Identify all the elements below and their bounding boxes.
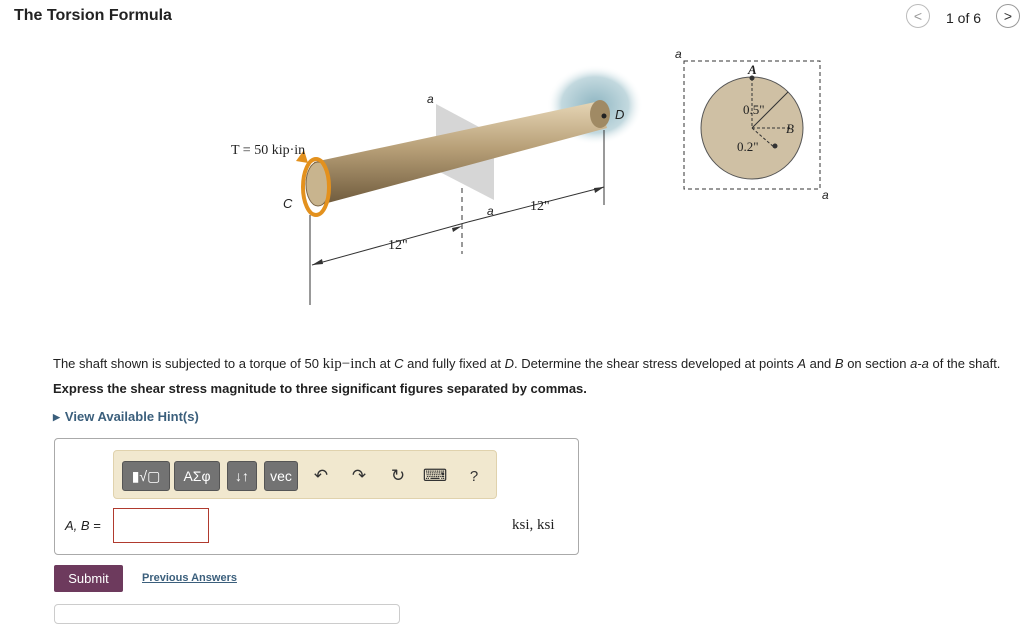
redo-icon[interactable]: ↷ (351, 466, 367, 485)
problem-statement: The shaft shown is subjected to a torque of 50 kip−inch at C and fully fixed at D. Determine the shear stress developed at points A and B on section a-a of the shaft. (53, 356, 1001, 372)
label-a-bottom: a (487, 204, 494, 218)
next-page-button[interactable] (996, 4, 1020, 28)
feedback-box (54, 604, 400, 624)
label-d: D (615, 107, 625, 122)
page-title: The Torsion Formula (14, 7, 172, 24)
answer-units: ksi, ksi (512, 517, 555, 533)
dimension-05: 0.5" (743, 102, 765, 117)
dimension-left: 12" (388, 238, 408, 253)
answer-label: A, B = (65, 518, 101, 533)
label-a-box-top: a (675, 47, 682, 61)
view-hints-link[interactable]: ▶ View Available Hint(s) (53, 409, 199, 424)
answer-instruction: Express the shear stress magnitude to three significant figures separated by commas. (53, 381, 587, 396)
reset-icon[interactable]: ↻ (390, 466, 406, 485)
shaft (314, 101, 607, 205)
dimension-02: 0.2" (737, 139, 759, 154)
vector-button[interactable]: vec (264, 461, 298, 491)
point-a: A (748, 62, 757, 77)
label-c: C (283, 196, 293, 211)
page-indicator: 1 of 6 (946, 10, 982, 26)
previous-page-button[interactable] (906, 4, 930, 28)
dimension-right: 12" (530, 199, 550, 214)
torque-label: T = 50 kip·in (231, 143, 306, 158)
label-a-box-bottom: a (822, 188, 829, 202)
greek-letters-button[interactable]: ΑΣφ (174, 461, 220, 491)
shaft-figure (0, 40, 1024, 340)
submit-button[interactable]: Submit (54, 565, 123, 592)
previous-answers-link[interactable]: Previous Answers (142, 572, 237, 584)
chevron-right-icon: > (1003, 8, 1013, 24)
keyboard-icon[interactable]: ⌨ (422, 466, 448, 485)
answer-panel (54, 438, 579, 555)
templates-button[interactable]: ▮√▢ (122, 461, 170, 491)
undo-icon[interactable]: ↶ (313, 466, 329, 485)
answer-input[interactable] (113, 508, 209, 543)
point-b: B (786, 121, 794, 136)
caret-right-icon: ▶ (53, 412, 60, 422)
subscript-superscript-button[interactable]: ↓↑ (227, 461, 257, 491)
label-a-top: a (427, 92, 434, 106)
chevron-left-icon: < (913, 8, 923, 24)
math-toolbar (113, 450, 497, 499)
help-icon[interactable]: ? (469, 467, 479, 485)
